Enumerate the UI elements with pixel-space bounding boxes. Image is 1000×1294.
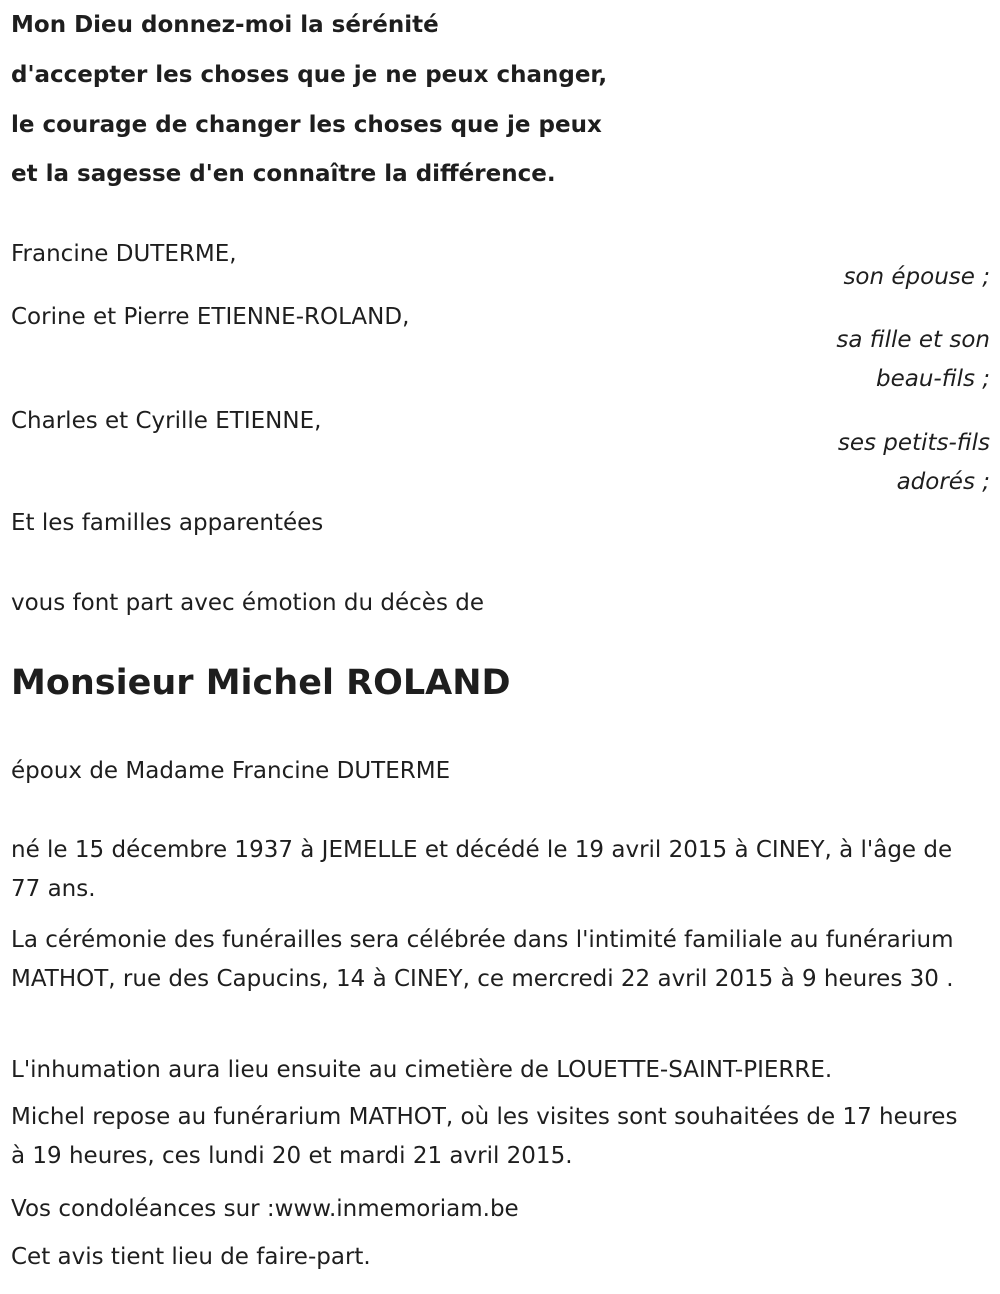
family-member-relation: sa fille et son beau-fils ;: [836, 327, 990, 392]
notice-paragraph: Cet avis tient lieu de faire-part.: [11, 1244, 371, 1270]
spouse-line: époux de Madame Francine DUTERME: [11, 758, 451, 784]
family-member-name: Francine DUTERME,: [11, 241, 237, 267]
other-families: Et les familles apparentées: [11, 510, 324, 536]
prayer-line-2: d'accepter les choses que je ne peux changer,: [11, 62, 608, 88]
announcement: vous font part avec émotion du décès de: [11, 590, 484, 616]
prayer-line-1: Mon Dieu donnez-moi la sérénité: [11, 12, 439, 38]
birth-death-paragraph: né le 15 décembre 1937 à JEMELLE et décédé le 19 avril 2015 à CINEY, à l'âge de 77 ans.: [11, 837, 953, 902]
family-member-relation: ses petits-fils adorés ;: [837, 430, 990, 495]
burial-paragraph: L'inhumation aura lieu ensuite au cimetière de LOUETTE-SAINT-PIERRE.: [11, 1057, 833, 1083]
family-member-name: Charles et Cyrille ETIENNE,: [11, 408, 322, 434]
visits-paragraph: Michel repose au funérarium MATHOT, où les visites sont souhaitées de 17 heures à 19 heures, ces lundi 20 et mardi 21 avril 2015.: [11, 1104, 958, 1169]
prayer-line-4: et la sagesse d'en connaître la différence.: [11, 161, 556, 187]
ceremony-paragraph: La cérémonie des funérailles sera célébrée dans l'intimité familiale au funérarium MATHOT, rue des Capucins, 14 à CINEY, ce mercredi 22 avril 2015 à 9 heures 30 .: [11, 927, 954, 992]
family-member-relation: son épouse ;: [843, 264, 990, 290]
prayer-line-3: le courage de changer les choses que je peux: [11, 112, 602, 138]
deceased-name: Monsieur Michel ROLAND: [11, 663, 511, 703]
condolences-paragraph: Vos condoléances sur :www.inmemoriam.be: [11, 1196, 519, 1222]
family-member-name: Corine et Pierre ETIENNE-ROLAND,: [11, 304, 410, 330]
